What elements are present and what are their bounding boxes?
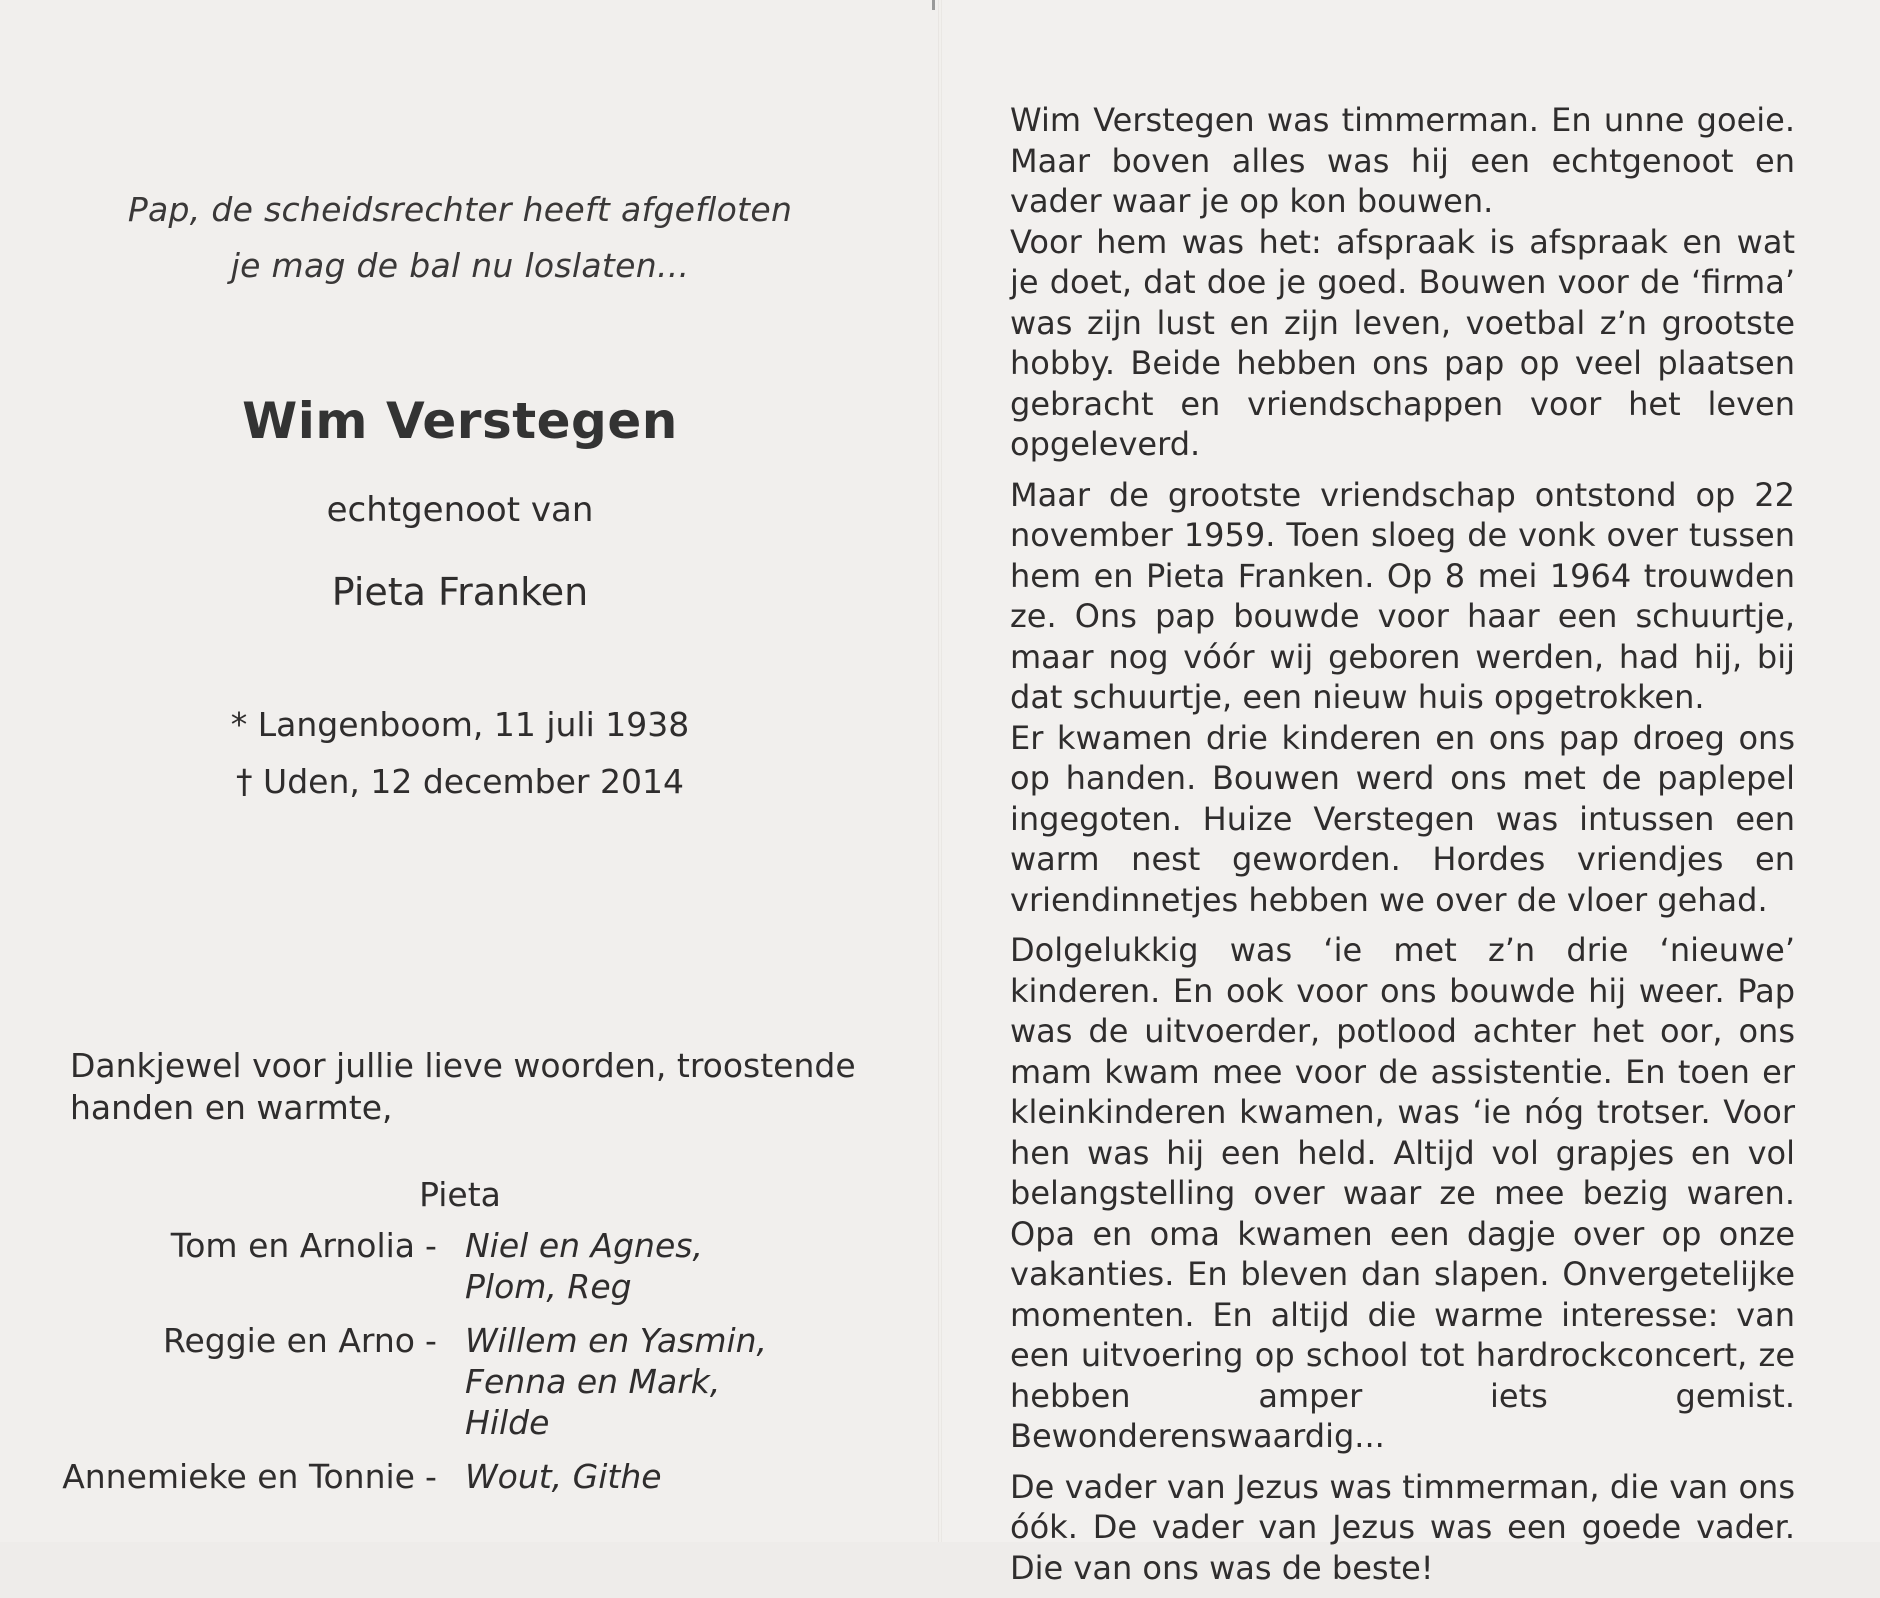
family-row <box>0 1225 930 1307</box>
death-date: † Uden, 12 december 2014 <box>236 762 684 801</box>
child-line: Plom, Reg <box>465 1267 632 1306</box>
story-paragraph: Maar de grootste vriendschap ontstond op 22 november 1959. Toen sloeg de vonk over tussen hem en Pieta Franken. Op 8 mei 1964 trouwden ze. Ons pap bouwde voor haar een schuurtje, maar nog vóór wij geboren werden, had hij, bij dat schuurtje, een nieuw huis opgetrokken. <box>1010 475 1795 716</box>
family-row <box>0 1320 930 1443</box>
child-line: Niel en Agnes, <box>465 1226 703 1265</box>
story-paragraph: Wim Verstegen was timmerman. En unne goeie. Maar boven alles was hij een echtgenoot en vader waar je op kon bouwen. <box>1010 101 1795 220</box>
story-paragraph: Dolgelukkig was ‘ie met z’n drie ‘nieuwe’ kinderen. En ook voor ons bouwde hij weer. Pap was de uitvoerder, potlood achter het oor, ons mam kwam mee voor de assistentie. En toen er kleinkinderen kwamen, was ‘ie nóg trotser. Voor hen was hij een held. Altijd vol grapjes en vol belangstelling over waar ze mee bezig waren. Opa en oma kwamen een dagje over op onze vakanties. En bleven dan slapen. Onvergetelijke momenten. En altijd die warme interesse: van een uitvoering op school tot hardrockconcert, ze hebben amper iets gemist. Bewonderenswaardig... <box>1010 931 1795 1455</box>
fold-mark <box>932 0 935 10</box>
family-parents: Annemieke en Tonnie <box>62 1457 415 1496</box>
life-story <box>1010 100 1795 1598</box>
spouse-label: echtgenoot van <box>326 490 594 530</box>
child-line: Willem en Yasmin, <box>465 1321 768 1360</box>
verse-line-2: je mag de bal nu loslaten... <box>230 246 690 285</box>
deceased-name: Wim Verstegen <box>242 392 678 450</box>
family-dash: - <box>425 1321 437 1360</box>
verse <box>0 182 920 294</box>
child-line: Fenna en Mark, <box>465 1362 721 1401</box>
story-paragraph: Voor hem was het: afspraak is afspraak en wat je doet, dat doe je goed. Bouwen voor de ‘firma’ was zijn lust en zijn leven, voetbal z’n grootste hobby. Beide hebben ons pap op veel plaatsen gebracht en vriendschappen voor het leven opgeleverd. <box>1010 222 1795 463</box>
story-paragraph: Er kwamen drie kinderen en ons pap droeg ons op handen. Bouwen werd ons met de paplepel ingegoten. Huize Verstegen was intussen een warm nest geworden. Hordes vriendjes en vriendinnetjes hebben we over de vloer gehad. <box>1010 718 1795 919</box>
life-dates <box>0 696 920 810</box>
birth-date: * Langenboom, 11 juli 1938 <box>230 705 690 744</box>
signer: Pieta <box>419 1175 501 1214</box>
thanks-line-1: Dankjewel voor jullie lieve woorden, troostende <box>70 1046 856 1085</box>
verse-line-1: Pap, de scheidsrechter heeft afgefloten <box>127 190 793 229</box>
family-children <box>465 1456 930 1497</box>
child-line: Hilde <box>465 1403 550 1442</box>
family-parents: Tom en Arnolia <box>170 1226 415 1265</box>
story-paragraph: De vader van Jezus was timmerman, die van ons óók. De vader van Jezus was een goede vader. Die van ons was de beste! <box>1010 1467 1795 1587</box>
thanks-text <box>70 1045 870 1129</box>
family-list <box>0 1225 930 1510</box>
family-dash: - <box>425 1226 437 1265</box>
family-dash: - <box>425 1457 437 1496</box>
family-children <box>465 1225 930 1307</box>
thanks-line-2: handen en warmte, <box>70 1088 393 1127</box>
family-row <box>0 1456 930 1497</box>
child-line: Wout, Githe <box>465 1457 662 1496</box>
family-children <box>465 1320 930 1443</box>
card-fold <box>938 0 942 1542</box>
spouse-name: Pieta Franken <box>331 570 589 614</box>
family-parents: Reggie en Arno <box>163 1321 415 1360</box>
left-page <box>0 0 940 1542</box>
